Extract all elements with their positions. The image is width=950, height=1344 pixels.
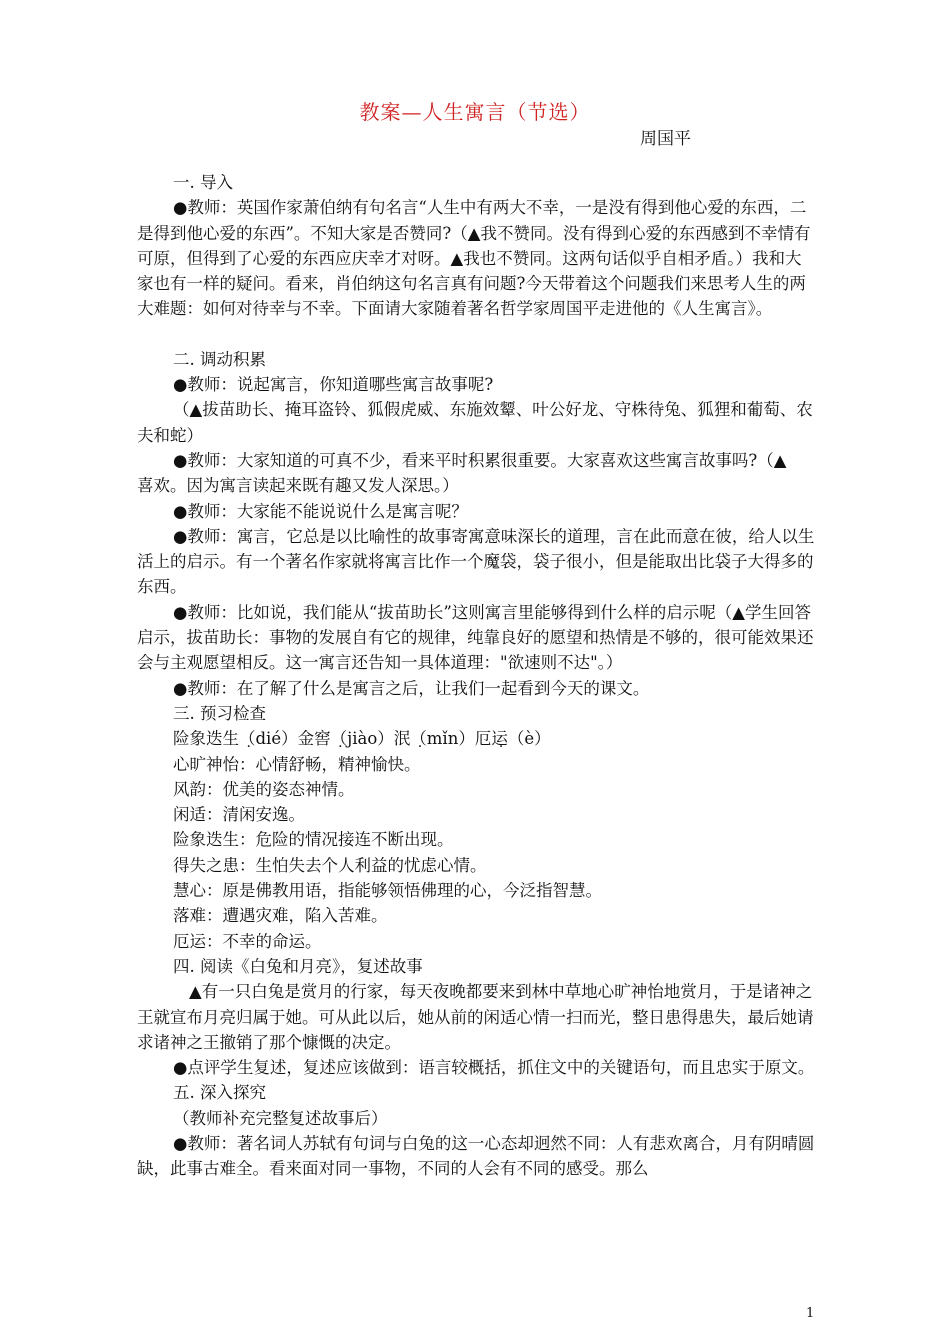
paragraph: ●教师：比如说，我们能从“拔苗助长”这则寓言里能够得到什么样的启示呢（▲学生回答启示，拔苗助长：事物的发展自有它的规律，纯靠良好的愿望和热情是不够的，很可能效果还会与主观愿望相反。这一寓言还告知一具体道理："欲速则不达"。） — [137, 602, 814, 673]
paragraph: ●教师：英国作家萧伯纳有句名言“人生中有两大不幸，一是没有得到他心爱的东西，二是得到他心爱的东西”。不知大家是否赞同?（▲我不赞同。没有得到心爱的东西感到不幸情有可原，但得到了心爱的东西应庆幸才对呀。▲我也不赞同。这两句话似乎自相矛盾。）我和大家也有一样的疑问。看来，肖伯纳这句名言真有问题?今天带着这个问题我们来思考人生的两大难题：如何对待幸与不幸。下面请大家随着著名哲学家周国平走进他的《人生寓言》。 — [137, 198, 811, 319]
paragraph: ●教师：寓言，它总是以比喻性的故事寄寓意味深长的道理，言在此而意在彼，给人以生活上的启示。有一个著名作家就将寓言比作一个魔袋，袋子很小，但是能取出比袋子大得多的东西。 — [137, 526, 815, 597]
definition-item: 慧心：原是佛教用语，指能够领悟佛理的心，今泛指智慧。 — [173, 881, 602, 901]
section-heading-read: 四. 阅读《白兔和月亮》，复述故事 — [173, 956, 423, 976]
definition-item: 得失之患：生怕失去个人利益的忧虑心情。 — [173, 855, 487, 875]
document-title: 教案—人生寓言（节选） — [359, 100, 591, 124]
paragraph: （▲拔苗助长、掩耳盗铃、狐假虎威、东施效颦、叶公好龙、守株待兔、狐狸和葡萄、农夫和蛇） — [137, 400, 813, 445]
pronunciation-line — [137, 726, 817, 751]
section-heading-accumulate: 二. 调动积累 — [173, 349, 266, 369]
section-heading-intro: 一. 导入 — [173, 173, 233, 192]
definition-item: 落难：遭遇灾难，陷入苦难。 — [173, 906, 388, 926]
document-body — [137, 170, 817, 1182]
pron-text: （jiào） — [330, 729, 394, 749]
definition-item: 闲适：清闲安逸。 — [173, 805, 305, 825]
paragraph: ●教师：著名词人苏轼有句词与白兔的这一心态却迥然不同：人有悲欢离合，月有阴晴圆缺，此事古难全。看来面对同一事物，不同的人会有不同的感受。那么 — [137, 1133, 815, 1179]
paragraph: ●教师：在了解了什么是寓言之后，让我们一起看到今天的课文。 — [173, 678, 650, 698]
section-heading-preview: 三. 预习检查 — [173, 703, 266, 723]
pron-dotted-char: 厄 — [474, 729, 492, 749]
author-name: 周国平 — [640, 129, 691, 149]
paragraph: （教师补充完整复述故事后） — [173, 1108, 388, 1128]
pron-text: 运（è） — [491, 729, 551, 749]
spacer — [137, 322, 817, 347]
section-heading-explore: 五. 深入探究 — [173, 1083, 266, 1103]
paragraph: ▲有一只白兔是赏月的行家，每天夜晚都要来到林中草地心旷神怡地赏月，于是诸神之王就宣布月亮归属于她。可从此以后，她从前的闲适心情一扫而光，整日患得患失，最后她请求诸神之王撤销了那个慷慨的决定。 — [137, 982, 814, 1052]
definition-item: 心旷神怡：心情舒畅，精神愉快。 — [173, 754, 421, 774]
pron-text: 险象迭 — [173, 729, 223, 749]
pron-text: （mǐn） — [410, 729, 475, 749]
paragraph: ●教师：说起寓言，你知道哪些寓言故事呢? — [173, 375, 494, 395]
pron-text: （dié）金 — [239, 729, 315, 749]
pron-dotted-char: 窖 — [314, 729, 331, 749]
paragraph: ●教师：大家知道的可真不少，看来平时积累很重要。大家喜欢这些寓言故事吗?（▲ 喜欢。因为寓言读起来既有趣又发人深思。） — [137, 450, 803, 496]
definition-item: 厄运：不幸的命运。 — [173, 931, 322, 951]
definition-item: 险象迭生：危险的情况接连不断出现。 — [173, 830, 454, 850]
paragraph: ●点评学生复述，复述应该做到：语言较概括，抓住文中的关键语句，而且忠实于原文。 — [173, 1058, 815, 1078]
definition-item: 风韵：优美的姿态神情。 — [173, 779, 355, 799]
paragraph: ●教师：大家能不能说说什么是寓言呢？ — [173, 501, 468, 521]
pron-dotted-char: 生 — [222, 729, 239, 749]
pron-dotted-char: 泯 — [393, 729, 411, 749]
page-number: 1 — [806, 1306, 815, 1321]
